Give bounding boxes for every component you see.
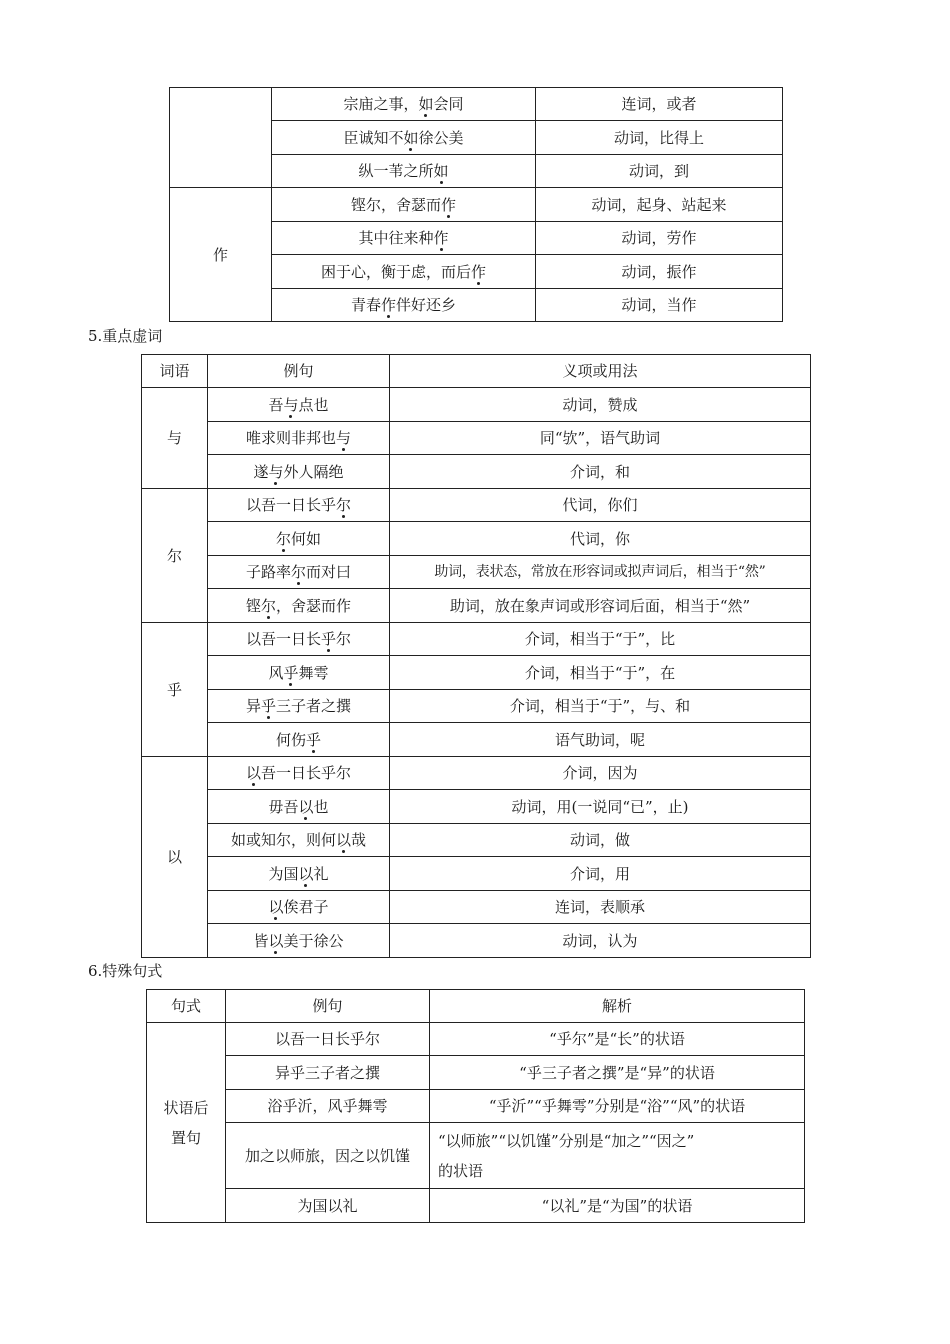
emphasis-char: 尔 [275, 529, 291, 548]
example-cell: 唯求则非邦也与 [208, 422, 390, 455]
table-row [142, 924, 811, 958]
table-header-row [147, 990, 805, 1023]
table-row [142, 656, 811, 690]
table-row [147, 1123, 805, 1189]
table-row [142, 422, 811, 455]
example-cell: 如或知尔，则何以哉 [208, 824, 390, 857]
column-header: 例句 [226, 990, 430, 1023]
meaning-cell: 代词，你们 [390, 489, 811, 522]
example-cell: 吾与点也 [208, 388, 390, 422]
meaning-cell: 同“欤”，语气助词 [390, 422, 811, 455]
emphasis-char: 如 [418, 95, 434, 113]
example-cell: 其中往来种作 [272, 222, 536, 255]
meaning-cell: 动词，认为 [390, 924, 811, 958]
meaning-cell: 介词，相当于“于”，在 [390, 656, 811, 690]
analysis-cell: “乎尔”是“长”的状语 [430, 1023, 805, 1056]
table-row [142, 455, 811, 489]
meaning-cell: 代词，你 [390, 522, 811, 556]
emphasis-char: 尔 [336, 496, 352, 514]
emphasis-char: 如 [403, 128, 419, 147]
table-row [142, 522, 811, 556]
emphasis-char: 乎 [283, 663, 299, 682]
example-cell: 何伤乎 [208, 723, 390, 757]
word-cell: 乎 [142, 623, 208, 757]
emphasis-char: 作 [441, 195, 457, 214]
analysis-cell [430, 1123, 805, 1189]
emphasis-char: 尔 [290, 563, 306, 581]
section-heading: 6.特殊句式 [88, 962, 163, 980]
example-cell: 以俟君子 [208, 891, 390, 924]
example-cell: 铿尔，舍瑟而作 [272, 188, 536, 222]
example-cell: 困于心，衡于虑，而后作 [272, 255, 536, 289]
emphasis-char: 作 [433, 229, 449, 247]
table-row [147, 1189, 805, 1223]
table-row [142, 690, 811, 723]
table-row [147, 1023, 805, 1056]
word-cell [170, 88, 272, 188]
emphasis-char: 乎 [260, 697, 276, 715]
table-row [142, 723, 811, 757]
example-cell: 以吾一日长乎尔 [208, 489, 390, 522]
meaning-cell: 动词，比得上 [536, 121, 783, 155]
meaning-cell: 连词，或者 [536, 88, 783, 121]
example-cell: 子路率尔而对曰 [208, 556, 390, 589]
table-row [142, 589, 811, 623]
table-row [147, 1056, 805, 1090]
meaning-cell: 介词，相当于“于”，与、和 [390, 690, 811, 723]
table-header-row [142, 355, 811, 388]
meaning-cell: 介词，用 [390, 857, 811, 891]
meaning-cell: 动词，到 [536, 155, 783, 188]
meaning-cell: 动词，赞成 [390, 388, 811, 422]
example-cell: 臣诚知不如徐公美 [272, 121, 536, 155]
column-header: 句式 [147, 990, 226, 1023]
example-cell: 浴乎沂，风乎舞雩 [226, 1090, 430, 1123]
analysis-line: “以师旅”“以饥馑”分别是“加之”“因之” [438, 1131, 695, 1150]
table-row [142, 388, 811, 422]
emphasis-char: 与 [268, 462, 284, 481]
function-words-table [141, 354, 811, 958]
meaning-cell: 动词，用(一说同“已”，止) [390, 790, 811, 824]
example-cell: 异乎三子者之撰 [208, 690, 390, 723]
column-header: 解析 [430, 990, 805, 1023]
table-row [142, 757, 811, 790]
emphasis-char: 与 [283, 395, 299, 414]
meaning-cell: 动词，起身、站起来 [536, 188, 783, 222]
meaning-cell: 助词，表状态，常放在形容词或拟声词后，相当于“然” [390, 556, 811, 589]
emphasis-char: 乎 [320, 630, 336, 648]
emphasis-char: 以 [335, 831, 351, 849]
example-cell: 以吾一日长乎尔 [208, 623, 390, 656]
meaning-cell: 语气助词，呢 [390, 723, 811, 757]
meaning-cell: 动词，做 [390, 824, 811, 857]
example-cell: 遂与外人隔绝 [208, 455, 390, 489]
meaning-cell: 动词，振作 [536, 255, 783, 289]
example-cell: 异乎三子者之撰 [226, 1056, 430, 1090]
table-row [142, 556, 811, 589]
example-cell: 尔何如 [208, 522, 390, 556]
word-table-continued [169, 87, 783, 322]
meaning-cell: 助词，放在象声词或形容词后面，相当于“然” [390, 589, 811, 623]
table-row [170, 188, 783, 222]
emphasis-char: 以 [245, 764, 261, 782]
example-cell: 皆以美于徐公 [208, 924, 390, 958]
column-header: 义项或用法 [390, 355, 811, 388]
example-cell: 风乎舞雩 [208, 656, 390, 690]
emphasis-char: 以 [298, 797, 314, 816]
table-row [142, 489, 811, 522]
analysis-line: 的状语 [438, 1161, 484, 1180]
meaning-cell: 动词，劳作 [536, 222, 783, 255]
emphasis-char: 以 [268, 931, 284, 950]
pattern-type-line: 置句 [170, 1128, 201, 1147]
table-row [142, 790, 811, 824]
example-cell: 铿尔，舍瑟而作 [208, 589, 390, 623]
example-cell: 为国以礼 [208, 857, 390, 891]
meaning-cell: 动词，当作 [536, 289, 783, 322]
emphasis-char: 与 [336, 429, 352, 447]
table-row [170, 88, 783, 121]
emphasis-char: 作 [471, 262, 487, 281]
pattern-type-cell [147, 1023, 226, 1223]
table-row [142, 623, 811, 656]
word-cell: 作 [170, 188, 272, 322]
example-cell: 宗庙之事，如会同 [272, 88, 536, 121]
example-cell: 毋吾以也 [208, 790, 390, 824]
column-header: 例句 [208, 355, 390, 388]
table-row [142, 824, 811, 857]
word-cell: 与 [142, 388, 208, 489]
example-cell: 以吾一日长乎尔 [226, 1023, 430, 1056]
example-cell: 青春作伴好还乡 [272, 289, 536, 322]
example-cell: 纵一苇之所如 [272, 155, 536, 188]
analysis-cell: “以礼”是“为国”的状语 [430, 1189, 805, 1223]
sentence-patterns-table [146, 989, 805, 1223]
analysis-cell: “乎三子者之撰”是“异”的状语 [430, 1056, 805, 1090]
emphasis-char: 以 [298, 864, 314, 883]
table-row [147, 1090, 805, 1123]
example-cell: 以吾一日长乎尔 [208, 757, 390, 790]
meaning-cell: 介词，因为 [390, 757, 811, 790]
meaning-cell: 连词，表顺承 [390, 891, 811, 924]
emphasis-char: 乎 [306, 730, 322, 749]
word-cell: 尔 [142, 489, 208, 623]
analysis-cell: “乎沂”“乎舞雩”分别是“浴”“风”的状语 [430, 1090, 805, 1123]
emphasis-char: 作 [380, 296, 396, 314]
meaning-cell: 介词，相当于“于”，比 [390, 623, 811, 656]
section-heading: 5.重点虚词 [88, 327, 163, 345]
emphasis-char: 如 [433, 162, 449, 180]
column-header: 词语 [142, 355, 208, 388]
emphasis-char: 以 [268, 898, 284, 916]
pattern-type-line: 状语后 [163, 1098, 209, 1117]
emphasis-char: 尔 [260, 596, 276, 615]
example-cell: 为国以礼 [226, 1189, 430, 1223]
table-row [142, 857, 811, 891]
table-row [142, 891, 811, 924]
example-cell: 加之以师旅，因之以饥馑 [226, 1123, 430, 1189]
meaning-cell: 介词，和 [390, 455, 811, 489]
word-cell: 以 [142, 757, 208, 958]
